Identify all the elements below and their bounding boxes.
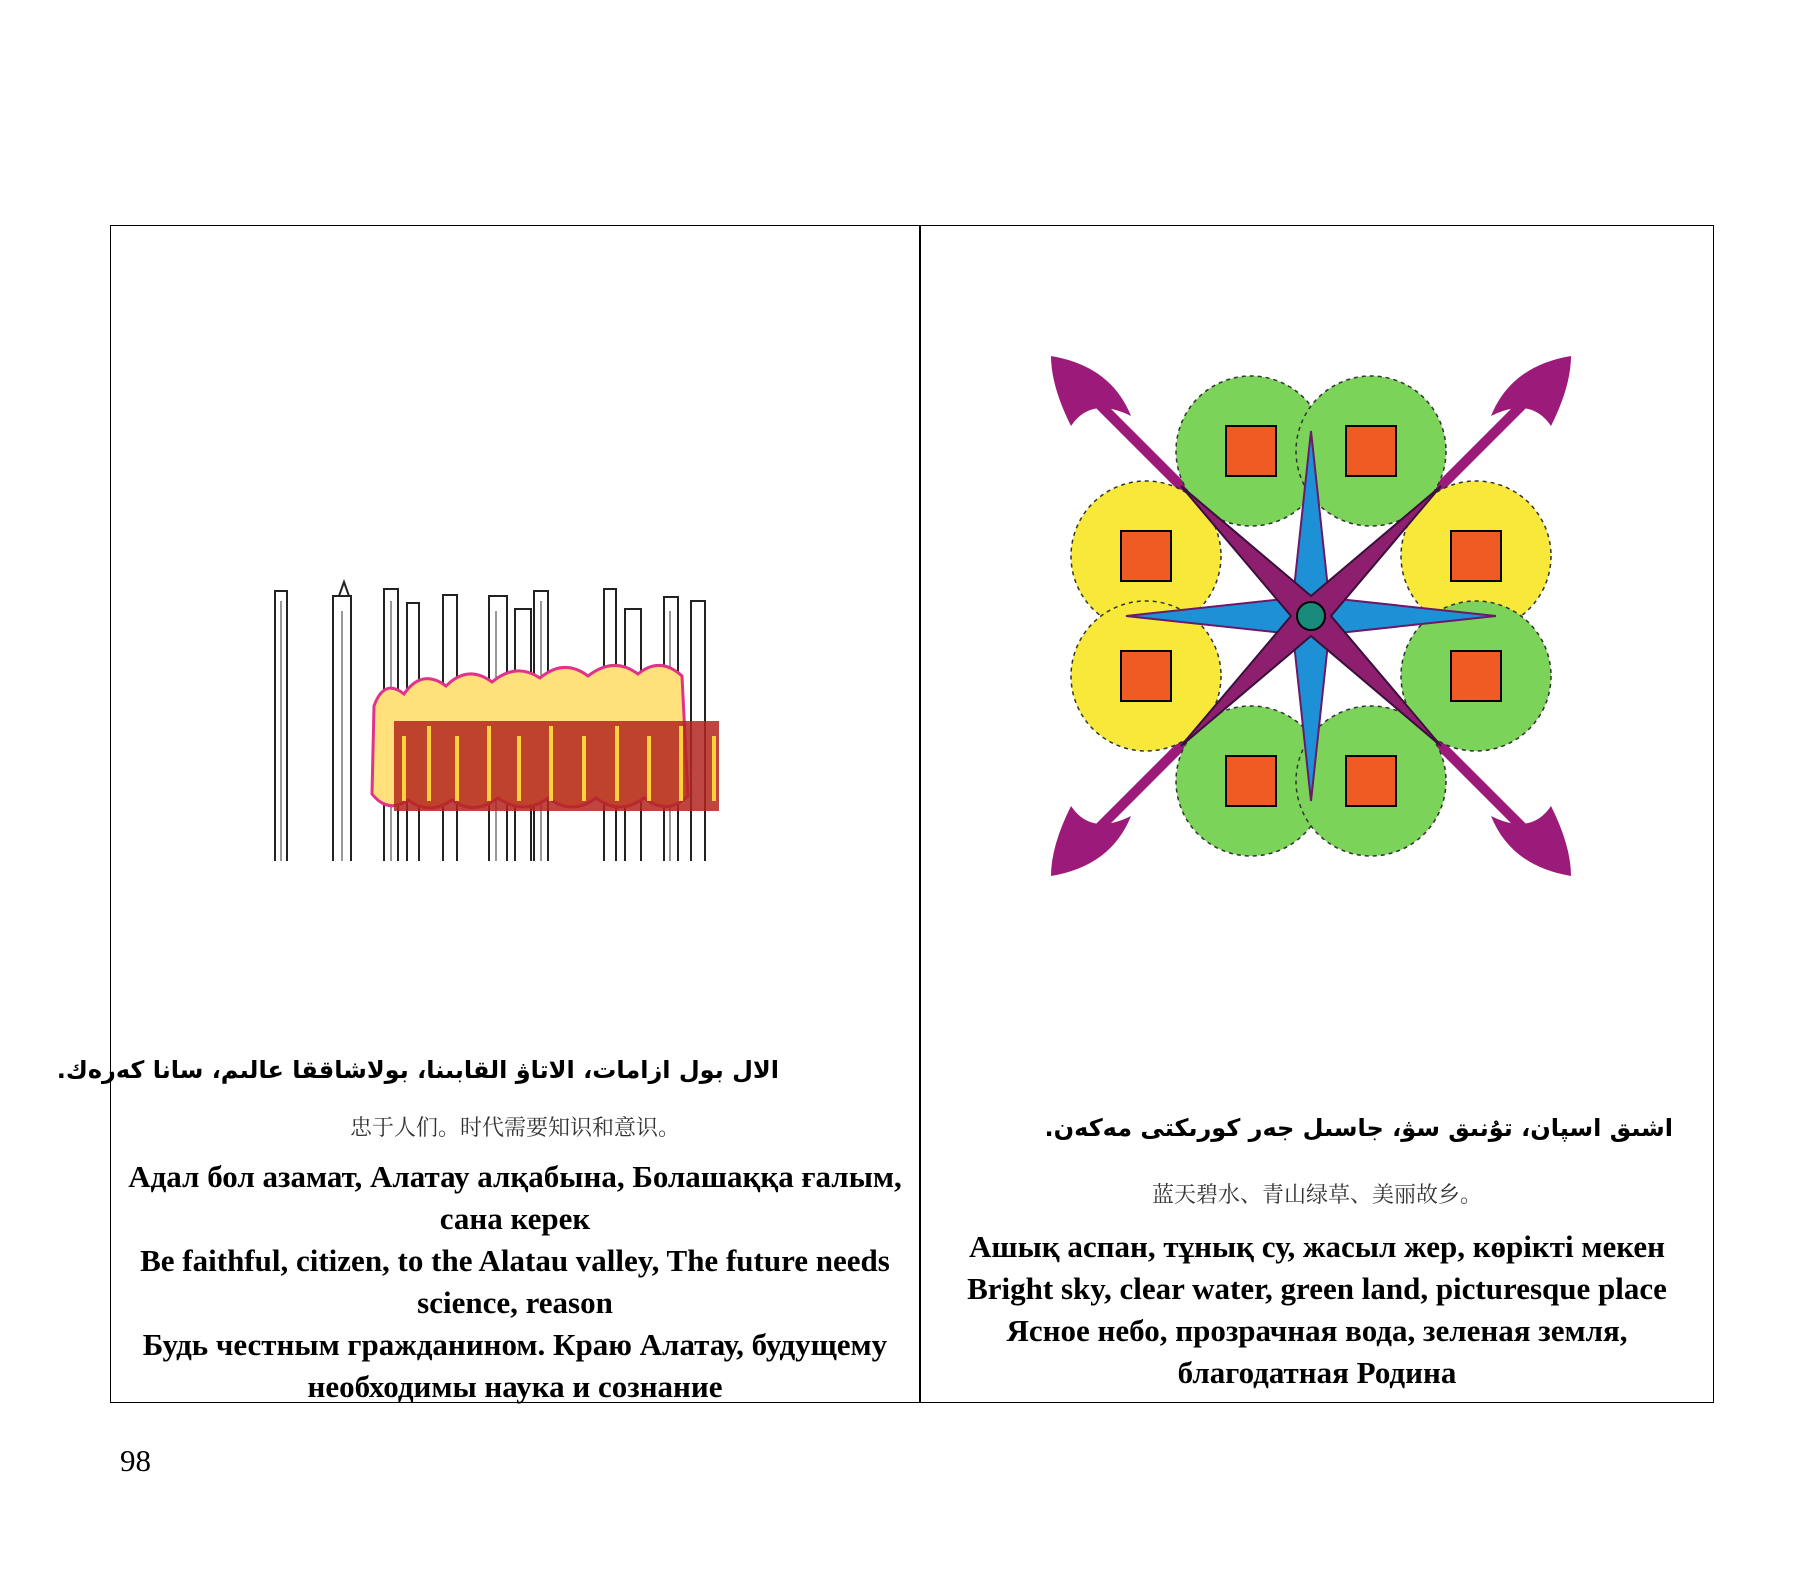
right-kazakh-line: Ашық аспан, тұнық су, жасыл жер, көрікті мекен — [969, 1229, 1665, 1264]
right-caption — [921, 1226, 1713, 1394]
page-frame — [56, 225, 1714, 1404]
left-russian-line-1: Будь честным гражданином. Краю Алатау, будущему — [142, 1327, 888, 1362]
left-kazakh-line-1: Адал бол азамат, Алатау алқабына, Болашаққа ғалым, — [128, 1159, 902, 1194]
left-arabic-line: الال بول ازامات، الاتاۋ القابىنا، بولاشاققا عالىم، سانا كەرەك. — [56, 1056, 779, 1084]
right-russian-line-2: благодатная Родина — [1177, 1355, 1457, 1390]
left-panel — [56, 226, 919, 1404]
right-russian-line-1: Ясное небо, прозрачная вода, зеленая земля, — [1006, 1313, 1628, 1348]
left-kazakh-line-2: сана керек — [439, 1201, 591, 1236]
left-chinese-line: 忠于人们。时代需要知识和意识。 — [349, 1116, 680, 1141]
right-arabic-line: اشىق اسپان، تۇنىق سۋ، جاسىل جەر كورىكتى مەكەن. — [1044, 1114, 1673, 1142]
left-english-line-2: science, reason — [417, 1285, 613, 1320]
right-panel — [921, 226, 1713, 1402]
circular-mandala-artwork — [1041, 346, 1581, 886]
right-chinese-line: 蓝天碧水、青山绿草、美丽故乡。 — [1151, 1183, 1482, 1208]
skyscraper-calligraphy-artwork — [189, 391, 719, 861]
right-english-line: Bright sky, clear water, green land, picturesque place — [967, 1271, 1667, 1306]
left-russian-line-2: необходимы наука и сознание — [307, 1369, 723, 1404]
page-number: 98 — [120, 1443, 151, 1478]
left-english-line-1: Be faithful, citizen, to the Alatau valley, The future needs — [140, 1243, 890, 1278]
left-caption — [111, 1156, 919, 1408]
